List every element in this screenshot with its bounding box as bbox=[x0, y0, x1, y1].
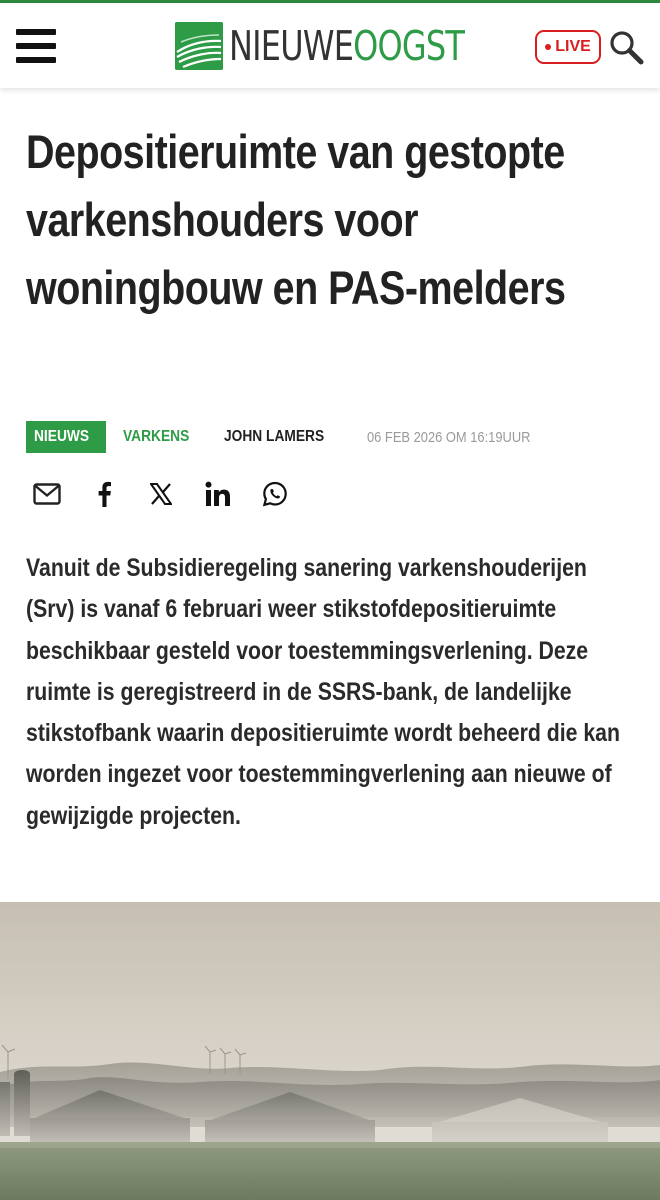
article-meta bbox=[26, 421, 557, 453]
whatsapp-icon[interactable] bbox=[260, 479, 290, 509]
misty-farmland-pig-barns-image bbox=[0, 902, 660, 1200]
article-title bbox=[26, 118, 636, 322]
author-link[interactable]: JOHN LAMERS bbox=[224, 428, 325, 445]
live-button[interactable] bbox=[535, 30, 601, 64]
facebook-icon[interactable] bbox=[89, 479, 119, 509]
search-icon[interactable] bbox=[608, 29, 644, 65]
article-intro-text: Vanuit de Subsidieregeling sanering varkenshouderijen (Srv) is vanaf 6 februari weer stikstofdepositieruimte beschikbaar gesteld voor toestemmingsverlening. Deze ruimte is geregistreerd in de SSRS-bank, de landelijke stikstofbank waarin depositieruimte wordt beheerd die kan worden ingezet voor toestemmingverlening aan nieuwe of gewijzigde projecten. bbox=[26, 554, 620, 830]
logo-field-icon bbox=[175, 22, 223, 70]
live-dot-icon bbox=[545, 44, 551, 50]
article-title-text: Depositieruimte van gestopte varkenshouders voor woningbouw en PAS-melders bbox=[26, 125, 566, 314]
topic-tag[interactable]: VARKENS bbox=[123, 428, 190, 445]
category-tag[interactable]: NIEUWS bbox=[26, 421, 106, 453]
mail-icon[interactable] bbox=[32, 479, 62, 509]
site-logo[interactable] bbox=[175, 21, 531, 71]
live-label: LIVE bbox=[555, 38, 591, 55]
logo-wordmark bbox=[229, 21, 465, 70]
share-bar bbox=[32, 478, 317, 510]
article-intro bbox=[26, 548, 636, 837]
logo-word-oogst: OOGST bbox=[353, 21, 465, 70]
publish-date: 06 FEB 2026 OM 16:19UUR bbox=[366, 428, 530, 446]
linkedin-icon[interactable] bbox=[203, 479, 233, 509]
x-icon[interactable] bbox=[146, 479, 176, 509]
site-header bbox=[0, 3, 660, 88]
logo-word-nieuwe: NIEUWE bbox=[229, 21, 354, 70]
hamburger-menu-icon[interactable] bbox=[16, 29, 56, 63]
